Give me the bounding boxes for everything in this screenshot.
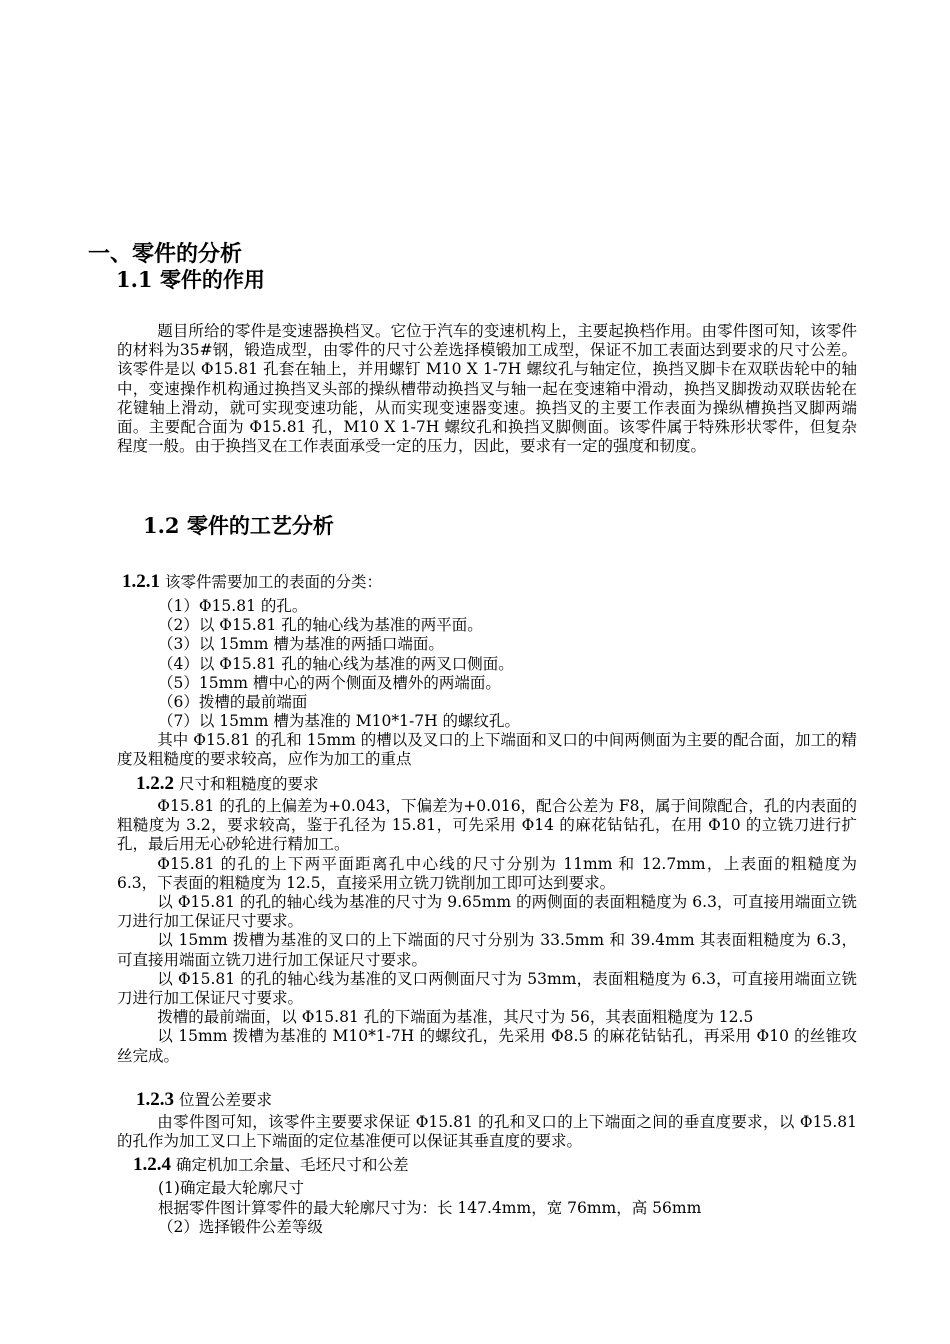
paragraph: 以 Φ15.81 的孔的轴心线为基准的尺寸为 9.65mm 的两侧面的表面粗糙度为 6.3，可直接用端面立铣刀进行加工保证尺寸要求。 [117, 893, 857, 931]
list-item: （4）以 Φ15.81 孔的轴心线为基准的两叉口侧面。 [158, 654, 514, 673]
section-number: 1.2.2 [136, 773, 174, 794]
section-number: 1.2.4 [133, 1154, 171, 1175]
paragraph: 以 15mm 拨槽为基准的叉口的上下端面的尺寸分别为 33.5mm 和 39.4mm 其表面粗糙度为 6.3，可直接用端面立铣刀进行加工保证尺寸要求。 [117, 931, 857, 969]
section-title: 位置公差要求 [178, 1091, 272, 1109]
paragraph: 以 Φ15.81 的孔的轴心线为基准的叉口两侧面尺寸为 53mm，表面粗糙度为 6.3，可直接用端面立铣刀进行加工保证尺寸要求。 [117, 969, 857, 1008]
section-title: 确定机加工余量、毛坯尺寸和公差 [175, 1156, 409, 1174]
chapter-heading: 一、零件的分析 [88, 241, 243, 267]
section-number: 1.2.3 [136, 1089, 174, 1110]
section-1-2-2-heading [136, 774, 318, 794]
section-1-2-3-heading [136, 1090, 272, 1110]
list-item: （3）以 15mm 槽为基准的两插口端面。 [158, 635, 444, 654]
section-title: 尺寸和粗糙度的要求 [178, 775, 319, 793]
list-item: （6）拨槽的最前端面 [158, 692, 308, 711]
section-1-1-heading: 1.1 零件的作用 [116, 267, 265, 292]
paragraph: Φ15.81 的孔的上下两平面距离孔中心线的尺寸分别为 11mm 和 12.7mm，上表面的粗糙度为 6.3，下表面的粗糙度为 12.5，直接采用立铣刀铣削加工即可达到要求。 [117, 854, 857, 892]
section-1-1-paragraph: 题目所给的零件是变速器换档叉。它位于汽车的变速机构上，主要起换档作用。由零件图可知，该零件的材料为35#钢，锻造成型，由零件的尺寸公差选择模锻加工成型，保证不加工表面达到要求的尺寸公差。该零件是以 Φ15.81 孔套在轴上，并用螺钉 M10 X 1-7H 螺纹孔与轴定位，换挡叉脚卡在双联齿轮中的轴中，变速操作机构通过换挡叉头部的操纵槽带动换挡叉与轴一起在变速箱中滑动，换挡叉脚拨动双联齿轮在花键轴上滑动，就可实现变速功能，从而实现变速器变速。换挡叉的主要工作表面为操纵槽换挡叉脚两端面。主要配合面为 Φ15.81 孔，M10 X 1-7H 螺纹孔和换挡叉脚侧面。该零件属于特殊形状零件，但复杂程度一般。由于换挡叉在工作表面承受一定的压力，因此，要求有一定的强度和韧度。 [117, 322, 857, 456]
section-1-2-1-heading [122, 572, 382, 592]
section-1-2-heading: 1.2 零件的工艺分析 [143, 513, 334, 538]
list-item: （7）以 15mm 槽为基准的 M10*1-7H 的螺纹孔。 [158, 712, 521, 731]
text-line: (1)确定最大轮廓尺寸 [158, 1179, 304, 1197]
text-line: 根据零件图计算零件的最大轮廓尺寸为：长 147.4mm，宽 76mm，高 56mm [158, 1199, 702, 1217]
section-1-2-3-paragraph: 由零件图可知，该零件主要要求保证 Φ15.81 的孔和叉口的上下端面之间的垂直度要求，以 Φ15.81 的孔作为加工叉口上下端面的定位基准便可以保证其垂直度的要求。 [117, 1113, 857, 1151]
section-1-2-1-summary: 其中 Φ15.81 的孔和 15mm 的槽以及叉口的上下端面和叉口的中间两侧面为主要的配合面，加工的精度及粗糙度的要求较高，应作为加工的重点 [117, 731, 857, 769]
paragraph: Φ15.81 的孔的上偏差为+0.043，下偏差为+0.016，配合公差为 F8，属于间隙配合，孔的内表面的粗糙度为 3.2，要求较高，鉴于孔径为 15.81，可先采用 Φ14 的麻花钻钻孔，在用 Φ10 的立铣刀进行扩孔，最后用无心砂轮进行精加工。 [117, 797, 857, 854]
surface-list [158, 597, 520, 731]
list-item: （5）15mm 槽中心的两个侧面及槽外的两端面。 [158, 673, 501, 692]
section-number: 1.2.1 [122, 571, 160, 592]
text-line: （2）选择锻件公差等级 [158, 1218, 323, 1236]
section-1-2-4-heading [133, 1155, 408, 1175]
section-1-2-2-body [117, 797, 857, 1066]
list-item: （2）以 Φ15.81 孔的轴心线为基准的两平面。 [158, 616, 483, 635]
section-title: 该零件需要加工的表面的分类： [164, 573, 382, 591]
paragraph: 拨槽的最前端面，以 Φ15.81 孔的下端面为基准，其尺寸为 56，其表面粗糙度为 12.5 [157, 1008, 754, 1027]
paragraph: 以 15mm 拨槽为基准的 M10*1-7H 的螺纹孔，先采用 Φ8.5 的麻花钻钻孔，再采用 Φ10 的丝锥攻丝完成。 [117, 1027, 857, 1065]
list-item: （1）Φ15.81 的孔。 [158, 597, 308, 615]
